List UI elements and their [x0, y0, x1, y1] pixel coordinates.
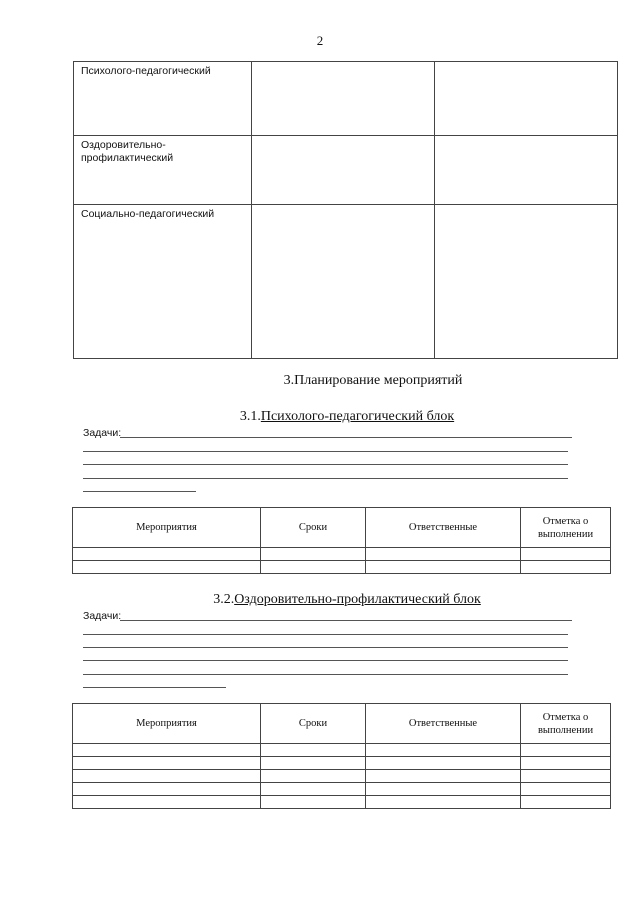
block-title: Психолого-педагогический блок — [260, 409, 455, 424]
plan-table — [72, 703, 611, 809]
table-row — [74, 62, 618, 136]
block-number: 3.2. — [213, 592, 235, 607]
tasks-line — [83, 687, 226, 688]
table-row — [73, 796, 611, 809]
row-label: Оздоровительно-профилактический — [81, 139, 174, 164]
table-row — [74, 205, 618, 359]
table-row — [73, 561, 611, 574]
table-cell — [252, 136, 435, 205]
table-cell — [74, 136, 252, 205]
direction-table — [73, 61, 618, 359]
column-header: Ответственные — [366, 508, 521, 548]
tasks-line — [83, 660, 568, 661]
table-cell — [252, 62, 435, 136]
column-header: Сроки — [261, 508, 366, 548]
table-header-row — [73, 704, 611, 744]
table-cell — [252, 205, 435, 359]
row-label: Социально-педагогический — [81, 208, 215, 220]
tasks-line — [83, 464, 568, 465]
tasks-line — [83, 634, 568, 635]
table-row — [73, 757, 611, 770]
tasks-line — [120, 437, 572, 438]
tasks-line — [120, 620, 572, 621]
table-header-row — [73, 508, 611, 548]
block-number: 3.1. — [239, 409, 261, 424]
table-row — [73, 783, 611, 796]
tasks-line — [83, 647, 568, 648]
table-row — [74, 136, 618, 205]
table-cell — [435, 62, 618, 136]
page-number: 2 — [316, 33, 324, 48]
tasks-line — [83, 478, 568, 479]
column-header: Отметка о выполнении — [521, 704, 611, 744]
table-cell — [435, 205, 618, 359]
table-row — [73, 744, 611, 757]
plan-table — [72, 507, 611, 574]
table-cell — [74, 205, 252, 359]
tasks-line — [83, 451, 568, 452]
column-header: Сроки — [261, 704, 366, 744]
table-row — [73, 770, 611, 783]
row-label: Психолого-педагогический — [81, 65, 211, 77]
column-header: Мероприятия — [73, 508, 261, 548]
table-row — [73, 548, 611, 561]
tasks-line — [83, 674, 568, 675]
table-cell — [74, 62, 252, 136]
tasks-label: Задачи: — [83, 427, 122, 439]
table-cell — [435, 136, 618, 205]
column-header: Отметка о выполнении — [521, 508, 611, 548]
column-header: Мероприятия — [73, 704, 261, 744]
tasks-line — [83, 491, 196, 492]
block-title: Оздоровительно-профилактический блок — [234, 592, 481, 607]
section-title: 3.Планирование мероприятий — [283, 373, 463, 388]
tasks-label: Задачи: — [83, 610, 122, 622]
block-heading — [0, 409, 640, 425]
block-heading — [0, 592, 640, 608]
column-header: Ответственные — [366, 704, 521, 744]
